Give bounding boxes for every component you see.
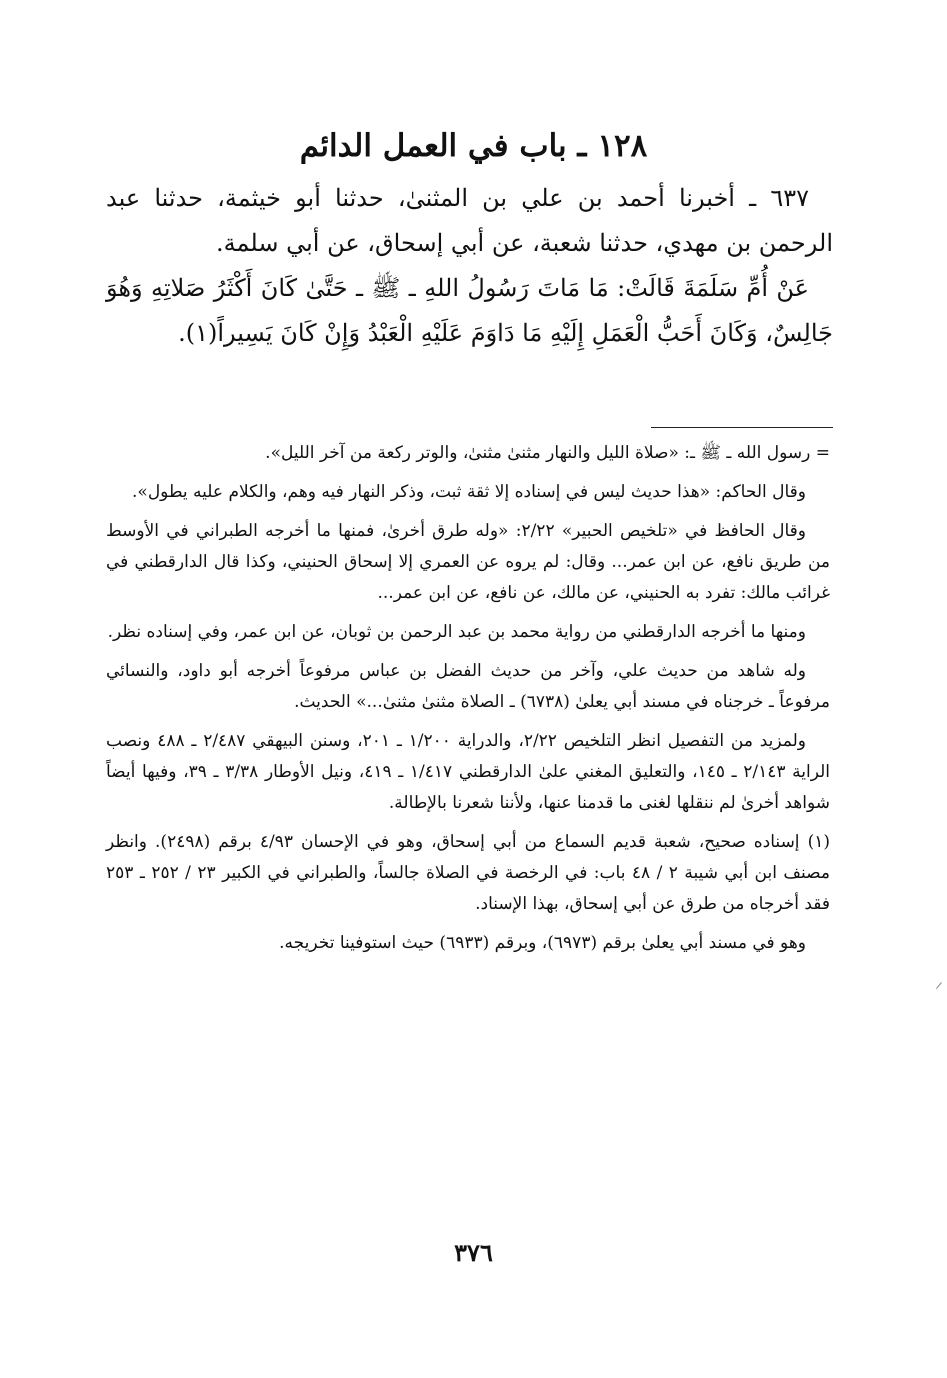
footnote-1-extra: وهو في مسند أبي يعلىٰ برقم (٦٩٧٣)، وبرقم (٦٩٣٣) حيث استوفينا تخريجه. [279, 933, 806, 953]
scan-mark [936, 982, 942, 989]
footnote-continued-line: = رسول الله ـ ﷺ ـ: «صلاة الليل والنهار مثنىٰ مثنىٰ، والوتر ركعة من آخر الليل». [265, 443, 830, 463]
chapter-title: ١٢٨ ـ باب في العمل الدائم [299, 128, 648, 164]
footnote-paragraph: وقال الحافظ في «تلخيص الحبير» ٢/٢٢: «وله طرق أخرىٰ، فمنها ما أخرجه الطبراني في الأوسط من طريق نافع، عن ابن عمر... وقال: لم يروه عن العمري إلا إسحاق الحنيني، وكذا قال الدارقطني في غرائب مالك: تفرد به الحنيني، عن مالك، عن نافع، عن ابن عمر... [106, 521, 830, 603]
footnote-1 [106, 827, 830, 920]
page-number: ٣٧٦ [454, 1238, 493, 1267]
footnotes [106, 438, 830, 967]
footnote-paragraph: ومنها ما أخرجه الدارقطني من رواية محمد بن عبد الرحمن بن ثوبان، عن ابن عمر، وفي إسناده نظر. [107, 622, 806, 642]
footnote-separator [651, 427, 833, 428]
hadith-isnad: ٦٣٧ ـ أخبرنا أحمد بن علي بن المثنىٰ، حدثنا أبو خيثمة، حدثنا عبد الرحمن بن مهدي، حدثنا شعبة، عن أبي إسحاق، عن أبي سلمة. [106, 184, 833, 257]
footnote-paragraph: وله شاهد من حديث علي، وآخر من حديث الفضل بن عباس مرفوعاً أخرجه أبو داود، والنسائي مرفوعاً ـ خرجناه في مسند أبي يعلىٰ (٦٧٣٨) ـ الصلاة مثنىٰ مثنىٰ...» الحديث. [106, 661, 830, 712]
footnote-1-text: إسناده صحيح، شعبة قديم السماع من أبي إسحاق، وهو في الإحسان ٤/٩٣ برقم (٢٤٩٨). وانظر مصنف ابن أبي شيبة ٢ / ٤٨ باب: في الرخصة في الصلاة جالساً، والطبراني في الكبير ٢٣ / ٢٥٢ ـ ٢٥٣ فقد أخرجاه من طرق عن أبي إسحاق، بهذا الإسناد. [106, 832, 830, 914]
footnote-marker: (١) [807, 832, 830, 852]
hadith-matn: عَنْ أُمِّ سَلَمَةَ قَالَتْ: مَا مَاتَ رَسُولُ اللهِ ـ ﷺ ـ حَتَّىٰ كَانَ أَكْثَرُ صَلاتِهِ وَهُوَ جَالِسٌ، وَكَانَ أَحَبُّ الْعَمَلِ إِلَيْهِ مَا دَاوَمَ عَلَيْهِ الْعَبْدُ وَإِنْ كَانَ يَسِيراً(١). [106, 274, 833, 347]
hadith-text [106, 176, 833, 356]
footnote-paragraph: وقال الحاكم: «هذا حديث ليس في إسناده إلا ثقة ثبت، وذكر النهار فيه وهم، والكلام عليه يطول». [132, 482, 806, 502]
footnote-paragraph: ولمزيد من التفصيل انظر التلخيص ٢/٢٢، والدراية ١/٢٠٠ ـ ٢٠١، وسنن البيهقي ٢/٤٨٧ ـ ٤٨٨ ونصب الراية ٢/١٤٣ ـ ١٤٥، والتعليق المغني علىٰ الدارقطني ١/٤١٧ ـ ٤١٩، ونيل الأوطار ٣/٣٨ ـ ٣٩، وفيها أيضاً شواهد أخرىٰ لم ننقلها لغنى ما قدمنا عنها، ولأننا شعرنا بالإطالة. [106, 731, 831, 813]
